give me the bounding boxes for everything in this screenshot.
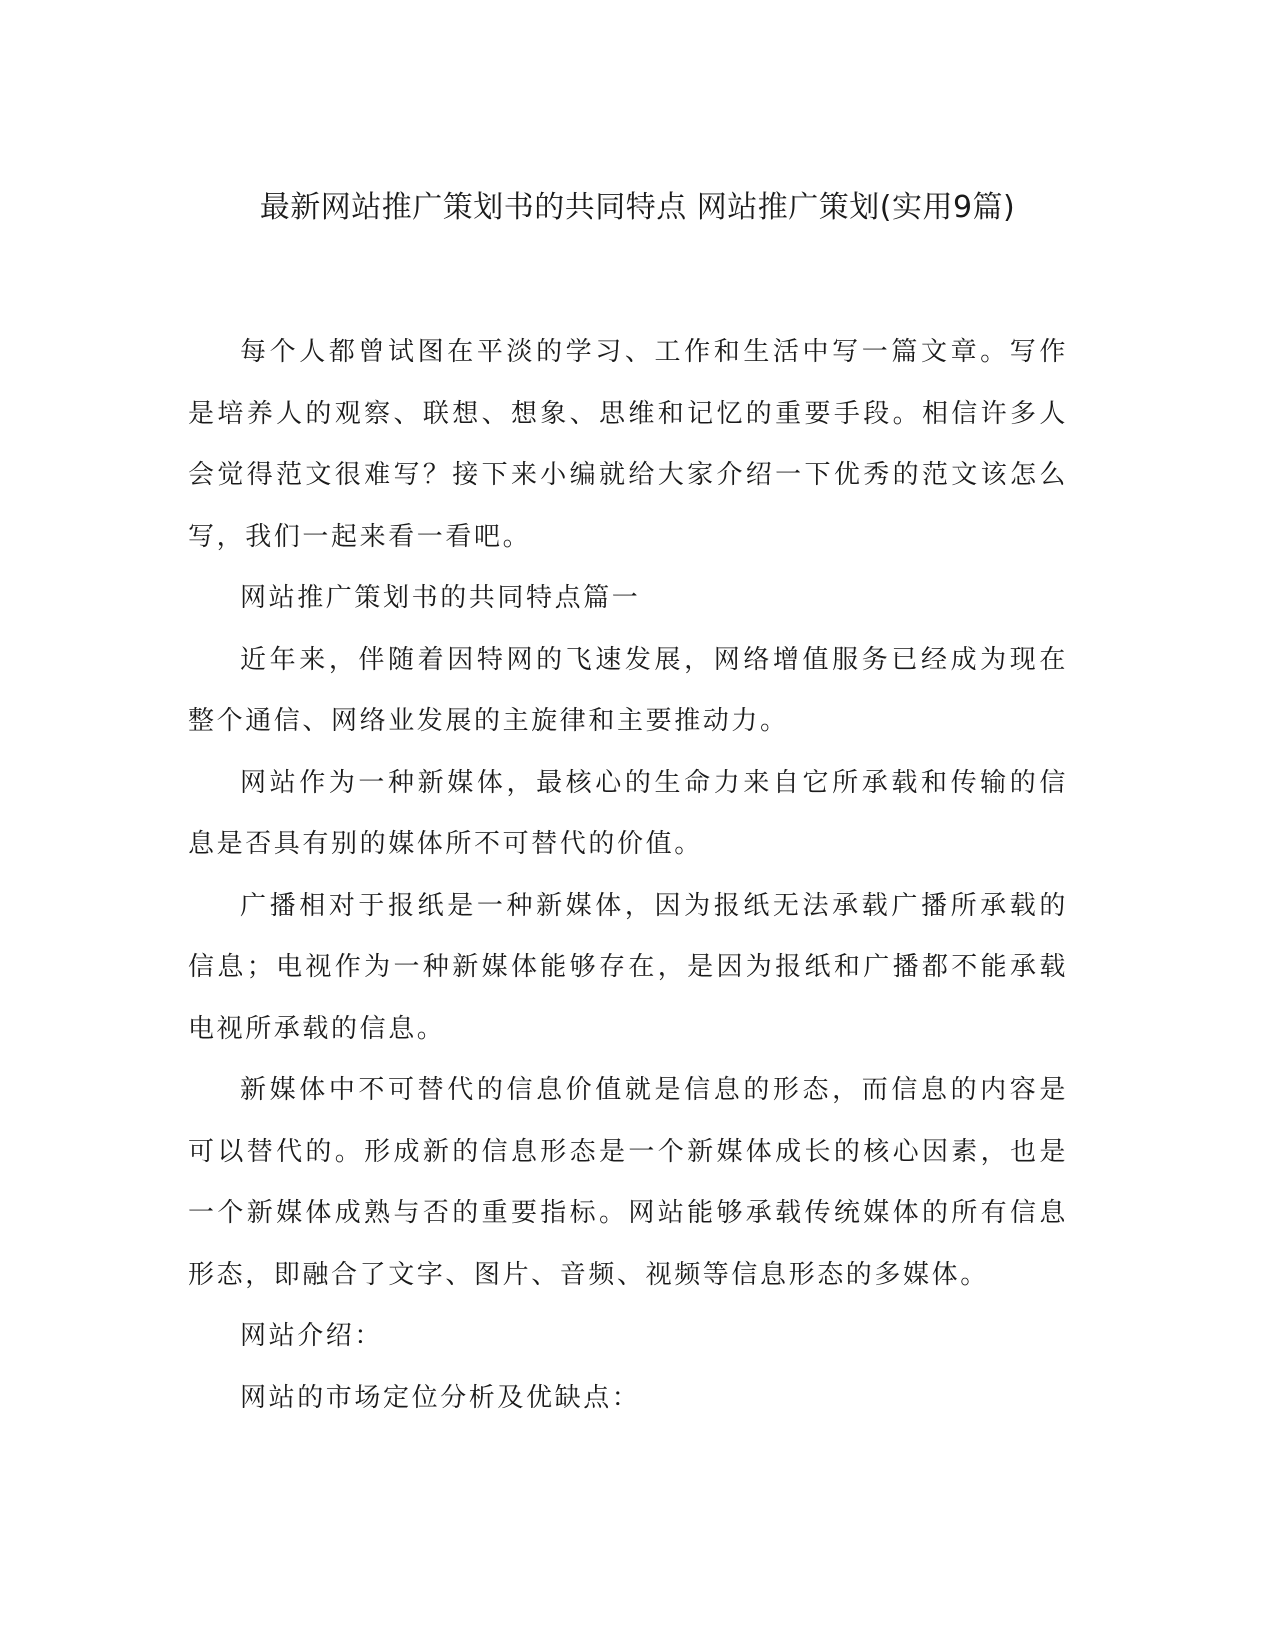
body-paragraph: 新媒体中不可替代的信息价值就是信息的形态，而信息的内容是可以替代的。形成新的信息形态是一个新媒体成长的核心因素，也是一个新媒体成熟与否的重要指标。网站能够承载传统媒体的所有信息形态，即融合了文字、图片、音频、视频等信息形态的多媒体。: [188, 1075, 1068, 1290]
subheading-market-positioning: 网站的市场定位分析及优缺点：: [240, 1382, 641, 1413]
body-paragraph: 广播相对于报纸是一种新媒体，因为报纸无法承载广播所承载的信息；电视作为一种新媒体能够存在，是因为报纸和广播都不能承载电视所承载的信息。: [188, 890, 1068, 1044]
document-body: [188, 322, 1068, 1429]
body-paragraph: 近年来，伴随着因特网的飞速发展，网络增值服务已经成为现在整个通信、网络业发展的主旋律和主要推动力。: [188, 644, 1068, 736]
document-title: 最新网站推广策划书的共同特点 网站推广策划(实用9篇): [259, 190, 1016, 225]
intro-paragraph: 每个人都曾试图在平淡的学习、工作和生活中写一篇文章。写作是培养人的观察、联想、想象、思维和记忆的重要手段。相信许多人会觉得范文很难写？接下来小编就给大家介绍一下优秀的范文该怎么写，我们一起来看一看吧。: [188, 337, 1068, 552]
body-paragraph: 网站作为一种新媒体，最核心的生命力来自它所承载和传输的信息是否具有别的媒体所不可替代的价值。: [188, 767, 1068, 859]
section-heading: 网站推广策划书的共同特点篇一: [240, 583, 641, 613]
subheading-website-intro: 网站介绍：: [240, 1321, 384, 1351]
